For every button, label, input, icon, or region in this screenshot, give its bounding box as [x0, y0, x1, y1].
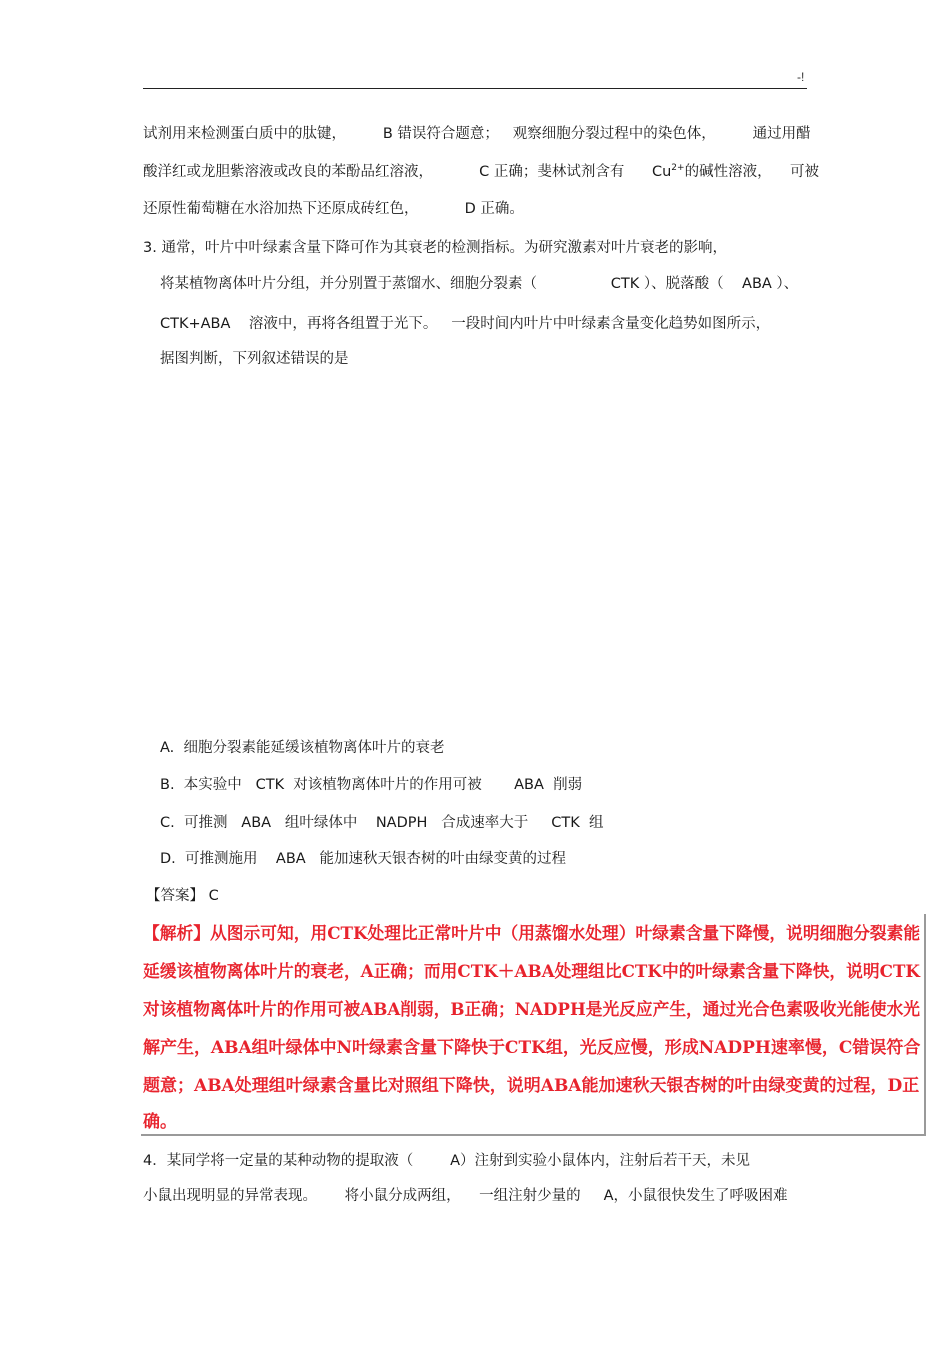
- prev-answer-line-3: 还原性葡萄糖在水浴加热下还原成砖红色， D 正确。: [143, 201, 524, 217]
- prev-answer-line-2-pre: 酸洋红或龙胆紫溶液或改良的苯酚品红溶液， C 正确；斐林试剂含有 Cu: [143, 164, 672, 180]
- analysis-box: [141, 914, 926, 1136]
- prev-answer-line-1: 试剂用来检测蛋白质中的肽键， B 错误符合题意； 观察细胞分裂过程中的染色体， 通过用醋: [143, 126, 811, 142]
- cu-charge-superscript: 2+: [671, 163, 685, 174]
- option-d: D. 可推测施用 ABA 能加速秋天银杏树的叶由绿变黄的过程: [160, 851, 567, 867]
- question-3-stem-line-1: 3. 通常，叶片中叶绿素含量下降可作为其衰老的检测指标。为研究激素对叶片衰老的影响，: [143, 240, 727, 256]
- analysis-line-2: 延缓该植物离体叶片的衰老，A正确；而用CTK＋ABA处理组比CTK中的叶绿素含量下降快，说明CTK: [143, 962, 920, 982]
- prev-answer-line-2-post: 的碱性溶液， 可被: [684, 164, 820, 180]
- question-4-line-1: 4．某同学将一定量的某种动物的提取液（ A）注射到实验小鼠体内，注射后若干天，未见: [143, 1153, 751, 1169]
- analysis-line-5: 题意；ABA处理组叶绿素含量比对照组下降快，说明ABA能加速秋天银杏树的叶由绿变黄的过程，D正: [143, 1076, 920, 1096]
- question-3-stem-line-3: CTK+ABA 溶液中，再将各组置于光下。 一段时间内叶片中叶绿素含量变化趋势如图所示，: [160, 316, 771, 332]
- page-header-mark: -!: [797, 70, 805, 84]
- option-b: B. 本实验中 CTK 对该植物离体叶片的作用可被 ABA 削弱: [160, 777, 583, 793]
- option-a: A. 细胞分裂素能延缓该植物离体叶片的衰老: [160, 740, 445, 756]
- option-c: C. 可推测 ABA 组叶绿体中 NADPH 合成速率大于 CTK 组: [160, 815, 604, 831]
- analysis-line-4: 解产生，ABA组叶绿体中N叶绿素含量下降快于CTK组，光反应慢，形成NADPH速率慢，C错误符合: [143, 1038, 921, 1058]
- question-3-stem-line-2: 将某植物离体叶片分组，并分别置于蒸馏水、细胞分裂素（ CTK ）、脱落酸（ ABA ）、: [160, 276, 799, 292]
- answer-label: 【答案】 C: [146, 888, 219, 904]
- question-3-stem-line-4: 据图判断，下列叙述错误的是: [160, 351, 349, 367]
- header-rule: [143, 88, 807, 89]
- question-4-line-2: 小鼠出现明显的异常表现。 将小鼠分成两组， 一组注射少量的 A，小鼠很快发生了呼吸困难: [143, 1188, 788, 1204]
- analysis-line-1: 【解析】从图示可知，用CTK处理比正常叶片中（用蒸馏水处理）叶绿素含量下降慢，说明细胞分裂素能: [143, 924, 921, 944]
- prev-answer-line-2: [143, 162, 819, 182]
- figure-placeholder: [143, 380, 807, 720]
- analysis-line-6: 确。: [143, 1112, 177, 1132]
- analysis-line-3: 对该植物离体叶片的作用可被ABA削弱，B正确；NADPH是光反应产生，通过光合色素吸收光能使水光: [143, 1000, 921, 1020]
